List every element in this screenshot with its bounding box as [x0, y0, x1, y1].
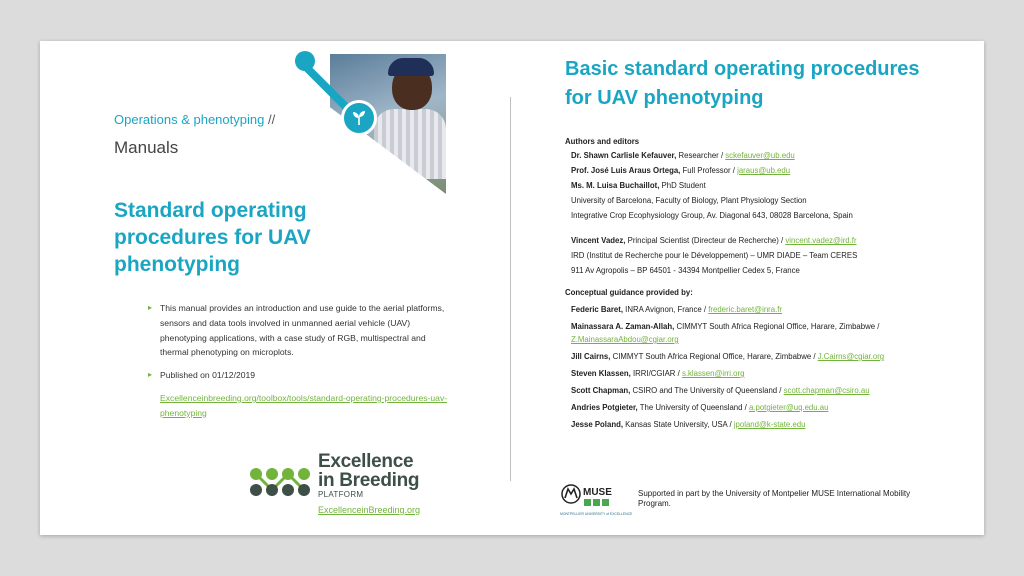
contributor-name: Jesse Poland, [571, 420, 624, 429]
author-email[interactable]: vincent.vadez@ird.fr [785, 236, 857, 245]
contributor-email[interactable]: s.klassen@irri.org [681, 369, 745, 378]
author-name: Prof. José Luis Araus Ortega, [571, 166, 681, 175]
contributor-email[interactable]: frederic.baret@inra.fr [708, 305, 783, 314]
affiliation: 911 Av Agropolis – BP 64501 - 34394 Montpellier Cedex 5, France [571, 266, 800, 275]
guidance-row [565, 401, 965, 414]
contributor-affiliation: CIMMYT South Africa Regional Office, Harare, Zimbabwe / [610, 352, 818, 361]
author-role: Principal Scientist (Directeur de Recherche) / [625, 236, 786, 245]
author-role: PhD Student [659, 181, 706, 190]
contributor-affiliation: IRRI/CGIAR / [630, 369, 682, 378]
document-page [40, 41, 984, 535]
author-row [565, 178, 965, 193]
contributor-affiliation: The University of Queensland / [637, 403, 749, 412]
guidance-section [565, 288, 965, 431]
guidance-row [565, 384, 965, 397]
author-role: Researcher / [676, 151, 726, 160]
author-name: Ms. M. Luisa Buchaillot, [571, 181, 660, 190]
author-email[interactable]: sckefauver@ub.edu [725, 151, 795, 160]
contributor-name: Andries Potgieter, [571, 403, 638, 412]
author-email[interactable]: jaraus@ub.edu [737, 166, 791, 175]
document-title: Standard operating procedures for UAV phenotyping [114, 199, 311, 276]
logo-website-link[interactable]: ExcellenceinBreeding.org [318, 505, 421, 515]
author-role: Full Professor / [680, 166, 738, 175]
section-label-text: Operations & phenotyping [114, 112, 265, 127]
logo-text-line1: Excellence [318, 451, 414, 472]
author-name: Vincent Vadez, [571, 236, 626, 245]
author-row [565, 233, 965, 248]
muse-logo-text: MUSE [583, 487, 612, 498]
authors-heading: Authors and editors [565, 137, 640, 146]
contributor-name: Jill Cairns, [571, 352, 611, 361]
contributor-email[interactable]: Z.MainassaraAbdou@cgiar.org [571, 335, 679, 344]
guidance-row [565, 320, 965, 346]
summary-description: ▸ This manual provides an introduction and use guide to the aerial platforms, sensors and data tools involved in unmanned aerial vehicle (UAV) phenotyping applications, with a case study of RGB, multispectral and thermal phenotyping on microplots. [148, 301, 448, 360]
category-label: Manuals [114, 138, 179, 157]
muse-logo [560, 482, 632, 518]
affiliation: University of Barcelona, Faculty of Biology, Plant Physiology Section [571, 196, 807, 205]
contributor-email[interactable]: scott.chapman@csiro.au [783, 386, 870, 395]
accent-dot-decoration [295, 51, 315, 71]
guidance-heading: Conceptual guidance provided by: [565, 288, 693, 297]
guidance-row [565, 367, 965, 380]
author-name: Dr. Shawn Carlisle Kefauver, [571, 151, 677, 160]
contributor-affiliation: INRA Avignon, France / [623, 305, 709, 314]
author-row [565, 148, 965, 163]
muse-logo-subtext: MONTPELLIER UNIVERSITY of EXCELLENCE [560, 512, 632, 516]
contributor-affiliation: Kansas State University, USA / [623, 420, 734, 429]
logo-text-line2: in Breeding [318, 470, 420, 491]
contributor-name: Federic Baret, [571, 305, 624, 314]
section-label [114, 112, 275, 127]
guidance-row [565, 418, 965, 431]
plant-icon [341, 100, 377, 136]
affiliation: Integrative Crop Ecophysiology Group, Av. Diagonal 643, 08028 Barcelona, Spain [571, 211, 853, 220]
contributor-email[interactable]: jpoland@k-state.edu [733, 420, 806, 429]
logo-text-line3: PLATFORM [318, 490, 364, 499]
contributor-email[interactable]: J.Cairns@cgiar.org [817, 352, 885, 361]
page-divider [510, 97, 511, 481]
document-link-item [148, 391, 448, 421]
publish-date: ▸ Published on 01/12/2019 [148, 368, 448, 383]
document-link[interactable]: Excellenceinbreeding.org/toolbox/tools/standard-operating-procedures-uav-phenotyping [160, 392, 448, 418]
support-statement: Supported in part by the University of Montpelier MUSE International Mobility Program. [638, 489, 911, 508]
contributor-affiliation: CIMMYT South Africa Regional Office, Harare, Zimbabwe / [674, 322, 880, 331]
summary-list [148, 301, 448, 429]
contributor-affiliation: CSIRO and The University of Queensland / [630, 386, 784, 395]
section-separator: // [267, 112, 276, 127]
contributor-name: Mainassara A. Zaman-Allah, [571, 322, 675, 331]
contributor-name: Scott Chapman, [571, 386, 631, 395]
guidance-row [565, 303, 965, 316]
authors-section [565, 137, 965, 435]
right-title: Basic standard operating procedures for UAV phenotyping [565, 58, 920, 109]
affiliation: IRD (Institut de Recherche pour le Développement) – UMR DIADE – Team CERES [571, 251, 858, 260]
contributor-name: Steven Klassen, [571, 369, 631, 378]
guidance-row [565, 350, 965, 363]
contributor-email[interactable]: a.potgieter@uq.edu.au [748, 403, 829, 412]
author-row [565, 163, 965, 178]
